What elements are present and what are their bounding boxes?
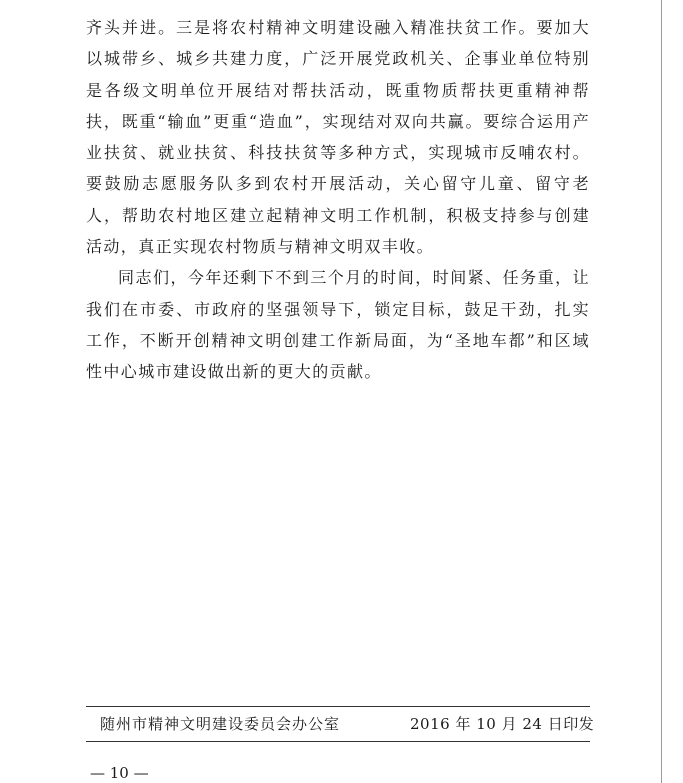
footer-bottom-rule — [86, 741, 590, 742]
issue-date: 2016 年 10 月 24 日印发 — [410, 715, 595, 733]
issuing-office: 随州市精神文明建设委员会办公室 — [100, 715, 341, 733]
page-number: — 10 — — [90, 764, 149, 782]
paragraph-rural-civilization: 齐头并进。三是将农村精神文明建设融入精准扶贫工作。要加大以城带乡、城乡共建力度，广泛开展党政机关、企事业单位特别是各级文明单位开展结对帮扶活动，既重物质帮扶更重精神帮扶，既重“输血”更重“造血”，实现结对双向共赢。要综合运用产业扶贫、就业扶贫、科技扶贫等多种方式，实现城市反哺农村。要鼓励志愿服务队多到农村开展活动，关心留守儿童、留守老人，帮助农村地区建立起精神文明工作机制，积极支持参与创建活动，真正实现农村物质与精神文明双丰收。 — [86, 18, 590, 257]
paragraph-closing-remarks: 同志们，今年还剩下不到三个月的时间，时间紧、任务重，让我们在市委、市政府的坚强领导下，锁定目标，鼓足干劲，扎实工作，不断开创精神文明创建工作新局面，为“圣地车都”和区域性中心城市建设做出新的更大的贡献。 — [86, 268, 590, 382]
page-edge-line — [661, 0, 662, 783]
document-body — [86, 12, 590, 388]
footer-top-rule — [86, 706, 590, 707]
